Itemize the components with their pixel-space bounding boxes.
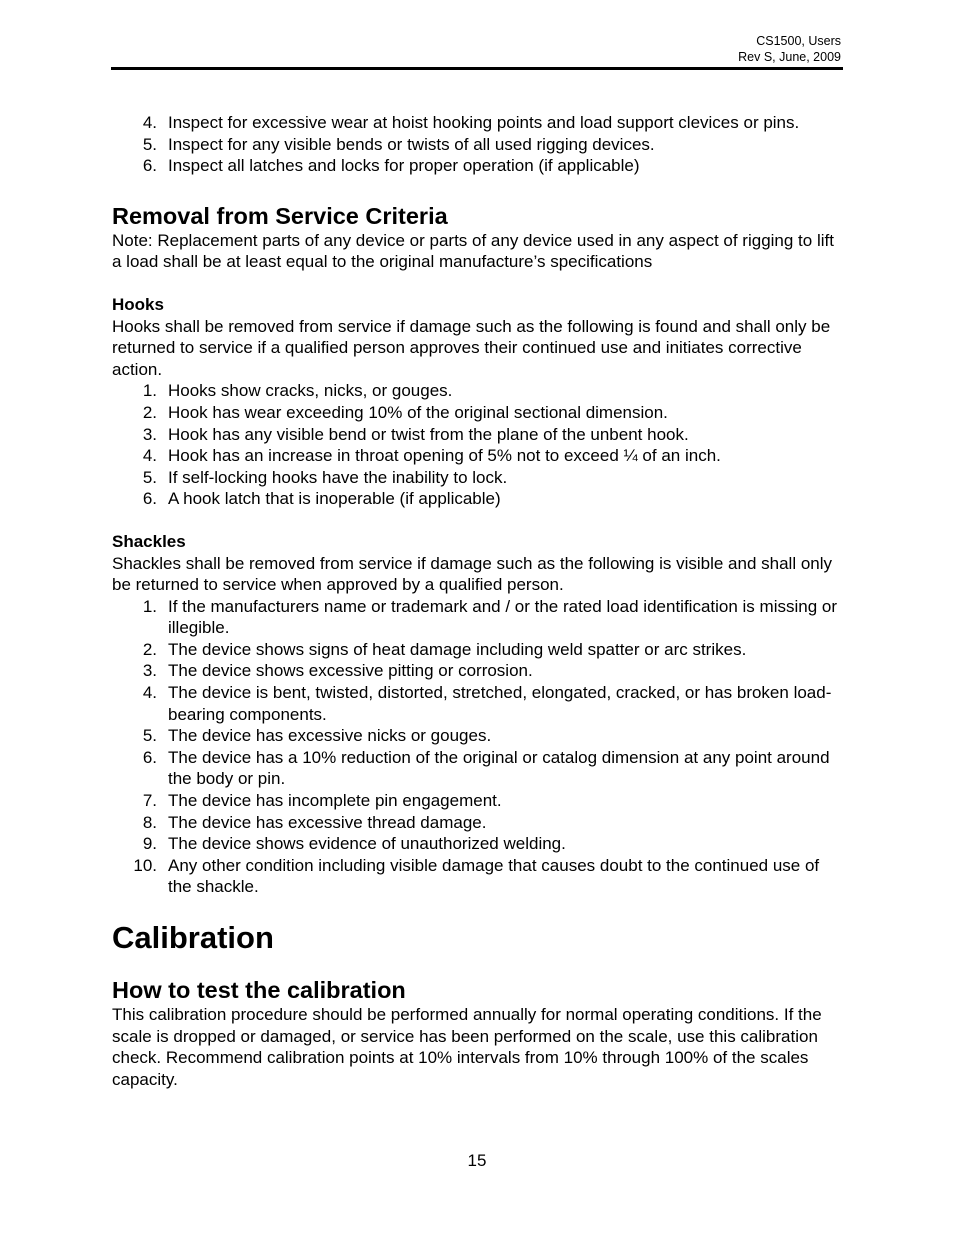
- list-item-text: The device shows excessive pitting or corrosion.: [168, 661, 533, 681]
- list-item-text: Hook has wear exceeding 10% of the original sectional dimension.: [168, 402, 668, 422]
- calibration-body: This calibration procedure should be performed annually for normal operating conditions. If the scale is dropped or damaged, or service has been performed on the scale, use this calibration check. Recommend calibration points at 10% intervals from 10% through 100% of the scales capacity.: [112, 1005, 822, 1089]
- list-item: [112, 682, 847, 725]
- list-item-number: 8.: [142, 812, 157, 832]
- hooks-heading: Hooks: [112, 294, 164, 314]
- shackles-intro: Shackles shall be removed from service if damage such as the following is visible and shall only be returned to service when approved by a qualified person.: [112, 553, 833, 595]
- list-item: [112, 747, 847, 790]
- running-header: [738, 33, 841, 65]
- list-item: [112, 855, 847, 898]
- list-item-text: The device has excessive nicks or gouges.: [168, 726, 492, 746]
- list-item-number: 10.: [133, 855, 157, 875]
- list-item-number: 5.: [142, 134, 157, 154]
- header-revision: Rev S, June, 2009: [738, 50, 841, 64]
- list-item-number: 6.: [142, 156, 157, 176]
- list-item-number: 3.: [142, 661, 157, 681]
- list-item: [112, 488, 847, 510]
- list-item: [112, 445, 847, 467]
- list-item-number: 5.: [142, 467, 157, 487]
- list-item: [112, 812, 847, 834]
- list-item: [112, 155, 847, 177]
- list-item-number: 5.: [142, 726, 157, 746]
- list-item-number: 6.: [142, 747, 157, 767]
- page-number: 15: [467, 1151, 487, 1170]
- list-item: [112, 725, 847, 747]
- list-item: [112, 112, 847, 134]
- list-item-text: The device is bent, twisted, distorted, stretched, elongated, cracked, or has broken load-bearing components.: [168, 683, 832, 724]
- list-item-text: Inspect all latches and locks for proper operation (if applicable): [168, 156, 640, 176]
- list-item-text: The device has excessive thread damage.: [168, 812, 487, 832]
- list-item-number: 7.: [142, 791, 157, 811]
- list-item-text: If the manufacturers name or trademark and / or the rated load identification is missing or illegible.: [168, 596, 837, 638]
- list-item-text: The device has a 10% reduction of the original or catalog dimension at any point around the body or pin.: [168, 747, 830, 789]
- list-item-text: Any other condition including visible damage that causes doubt to the continued use of the shackle.: [168, 855, 820, 897]
- list-item: [112, 790, 847, 812]
- list-item: [112, 467, 847, 489]
- list-item-text: The device shows signs of heat damage including weld spatter or arc strikes.: [168, 639, 747, 659]
- removal-note: Note: Replacement parts of any device or parts of any device used in any aspect of rigging to lift a load shall be at least equal to the original manufacture’s specifications: [112, 230, 834, 272]
- calibration-chapter-title: Calibration: [112, 920, 274, 955]
- list-item: [112, 639, 847, 661]
- list-item: [112, 134, 847, 156]
- list-item-text: The device has incomplete pin engagement.: [168, 791, 502, 811]
- list-item: [112, 380, 847, 402]
- shackles-heading: Shackles: [112, 531, 186, 551]
- list-item-text: Hooks show cracks, nicks, or gouges.: [168, 381, 453, 401]
- list-item-text: The device shows evidence of unauthorized welding.: [168, 834, 566, 854]
- list-item-number: 1.: [142, 381, 157, 401]
- list-item-text: A hook latch that is inoperable (if applicable): [168, 489, 501, 509]
- list-item-text: If self-locking hooks have the inability to lock.: [168, 467, 508, 487]
- calibration-section-title: How to test the calibration: [112, 977, 406, 1003]
- list-item: [112, 424, 847, 446]
- list-item: [112, 596, 847, 639]
- inspection-list: [112, 112, 847, 177]
- list-item-number: 4.: [142, 683, 157, 703]
- list-item-text: Inspect for any visible bends or twists of all used rigging devices.: [168, 134, 655, 154]
- header-rule: [111, 67, 843, 70]
- list-item-number: 4.: [142, 446, 157, 466]
- list-item: [112, 660, 847, 682]
- hooks-intro: Hooks shall be removed from service if damage such as the following is found and shall only be returned to service if a qualified person approves their continued use and initiates corrective action.: [112, 316, 831, 379]
- list-item-number: 2.: [142, 639, 157, 659]
- list-item-text: Hook has any visible bend or twist from the plane of the unbent hook.: [168, 424, 689, 444]
- removal-section-title: Removal from Service Criteria: [112, 202, 448, 229]
- list-item: [112, 402, 847, 424]
- list-item-number: 9.: [142, 834, 157, 854]
- list-item-number: 3.: [142, 424, 157, 444]
- list-item: [112, 833, 847, 855]
- list-item-text: Hook has an increase in throat opening of 5% not to exceed ¼ of an inch.: [168, 446, 721, 466]
- list-item-number: 6.: [142, 489, 157, 509]
- hooks-list: [112, 380, 847, 510]
- list-item-number: 4.: [142, 113, 157, 132]
- list-item-text: Inspect for excessive wear at hoist hooking points and load support clevices or pins.: [168, 113, 800, 132]
- page-content: [112, 112, 847, 1090]
- list-item-number: 2.: [142, 402, 157, 422]
- shackles-list: [112, 596, 847, 898]
- header-document-title: CS1500, Users: [756, 34, 841, 48]
- list-item-number: 1.: [142, 596, 157, 616]
